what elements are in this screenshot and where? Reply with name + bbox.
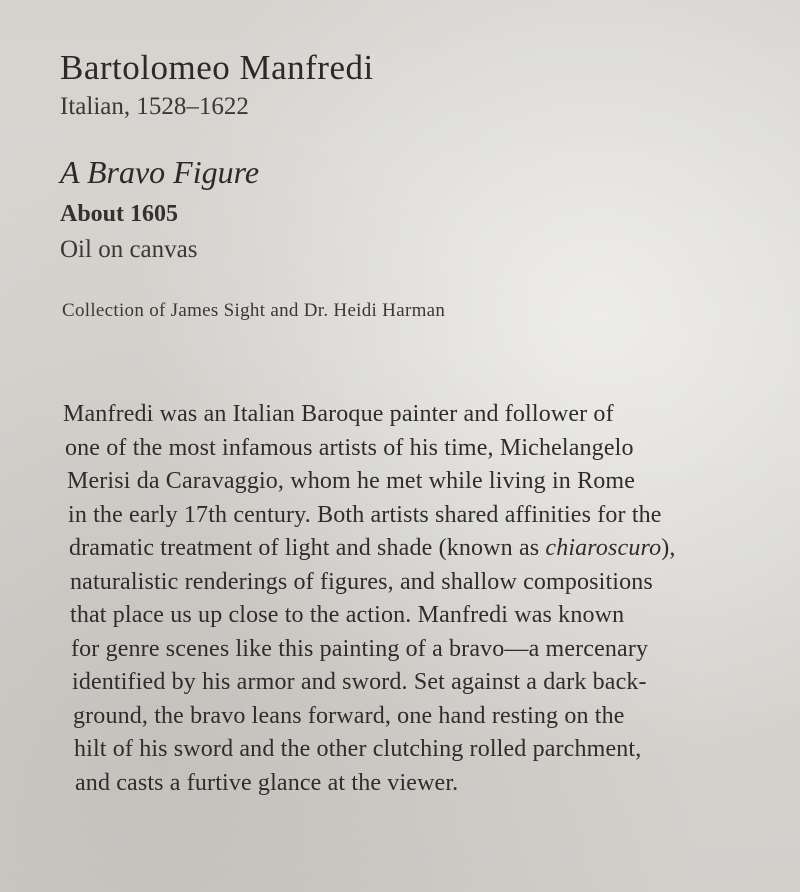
text-line: ground, the bravo leans forward, one hand resting on the	[73, 702, 625, 729]
text-line: Manfredi was an Italian Baroque painter and follower of	[63, 401, 614, 427]
artwork-date: About 1605	[60, 201, 179, 227]
text-line	[63, 532, 763, 566]
artist-nationality-dates: Italian, 1528–1622	[60, 93, 249, 120]
text-line: for genre scenes like this painting of a bravo—a mercenary	[71, 635, 649, 662]
text-line: hilt of his sword and the other clutching rolled parchment,	[74, 736, 642, 762]
interpretive-text	[63, 398, 763, 800]
artist-name: Bartolomeo Manfredi	[60, 48, 374, 87]
italic-term: chiaroscuro	[545, 535, 662, 561]
text-line: one of the most infamous artists of his time, Michelangelo	[65, 434, 634, 461]
text-segment: ),	[661, 535, 676, 561]
text-segment: dramatic treatment of light and shade (known as	[69, 535, 546, 561]
text-line: in the early 17th century. Both artists shared affinities for the	[68, 501, 662, 528]
artwork-title: A Bravo Figure	[60, 154, 260, 190]
text-line: that place us up close to the action. Manfredi was known	[70, 602, 625, 628]
text-line: Merisi da Caravaggio, whom he met while living in Rome	[67, 468, 635, 494]
credit-line: Collection of James Sight and Dr. Heidi Harman	[62, 300, 446, 321]
text-line: naturalistic renderings of figures, and shallow compositions	[70, 568, 653, 595]
text-line: identified by his armor and sword. Set against a dark back-	[72, 669, 647, 695]
artwork-medium: Oil on canvas	[60, 236, 198, 263]
text-line: and casts a furtive glance at the viewer.	[75, 769, 459, 796]
